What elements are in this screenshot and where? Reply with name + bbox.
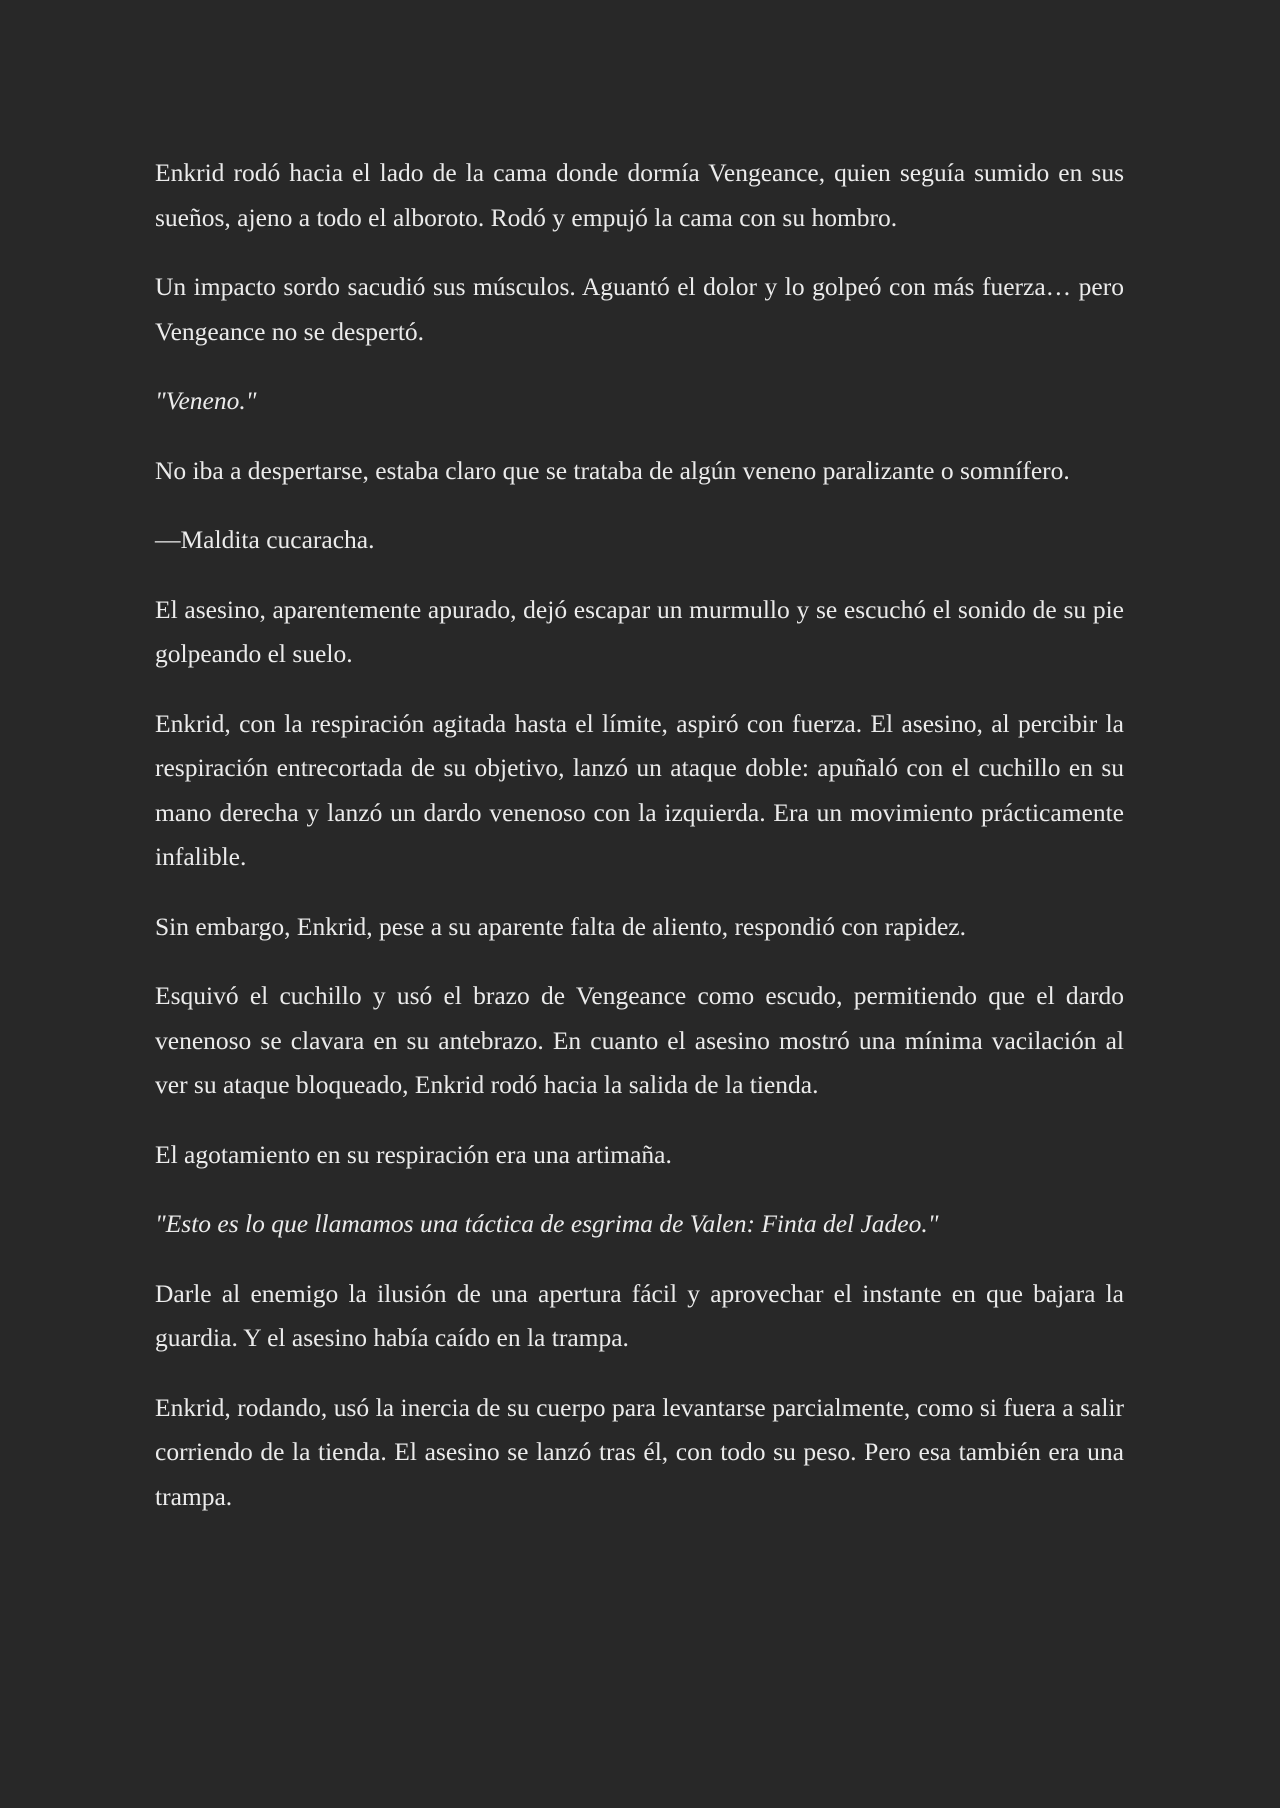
paragraph: El agotamiento en su respiración era una artimaña. — [155, 1139, 672, 1169]
paragraph: Darle al enemigo la ilusión de una apertura fácil y aprovechar el instante en que bajara la guardia. Y el asesino había caído en la trampa. — [155, 1278, 1124, 1352]
paragraph: Un impacto sordo sacudió sus músculos. Aguantó el dolor y lo golpeó con más fuerza… pero Vengeance no se despertó. — [155, 272, 1124, 346]
paragraph: Enkrid rodó hacia el lado de la cama donde dormía Vengeance, quien seguía sumido en sus sueños, ajeno a todo el alboroto. Rodó y empujó la cama con su hombro. — [155, 158, 1124, 232]
paragraph: No iba a despertarse, estaba claro que se trataba de algún veneno paralizante o somnífero. — [155, 455, 1070, 485]
paragraph: El asesino, aparentemente apurado, dejó escapar un murmullo y se escuchó el sonido de su pie golpeando el suelo. — [155, 594, 1124, 668]
paragraph: Enkrid, con la respiración agitada hasta el límite, aspiró con fuerza. El asesino, al percibir la respiración entrecortada de su objetivo, lanzó un ataque doble: apuñaló con el cuchillo en su mano derecha y lanzó un dardo venenoso con la izquierda. Era un movimiento prácticamente infalible. — [155, 708, 1124, 871]
paragraph-thought: "Esto es lo que llamamos una táctica de esgrima de Valen: Finta del Jadeo." — [155, 1209, 939, 1238]
paragraph: Esquivó el cuchillo y usó el brazo de Vengeance como escudo, permitiendo que el dardo venenoso se clavara en su antebrazo. En cuanto el asesino mostró una mínima vacilación al ver su ataque bloqueado, Enkrid rodó hacia la salida de la tienda. — [155, 981, 1124, 1099]
paragraph-dialogue: —Maldita cucaracha. — [155, 525, 375, 554]
paragraph: Sin embargo, Enkrid, pese a su aparente falta de aliento, respondió con rapidez. — [155, 911, 966, 941]
reader-page — [155, 151, 1124, 1544]
paragraph-thought: "Veneno." — [155, 386, 257, 415]
paragraph: Enkrid, rodando, usó la inercia de su cuerpo para levantarse parcialmente, como si fuera a salir corriendo de la tienda. El asesino se lanzó tras él, con todo su peso. Pero esa también era una trampa. — [155, 1392, 1124, 1511]
